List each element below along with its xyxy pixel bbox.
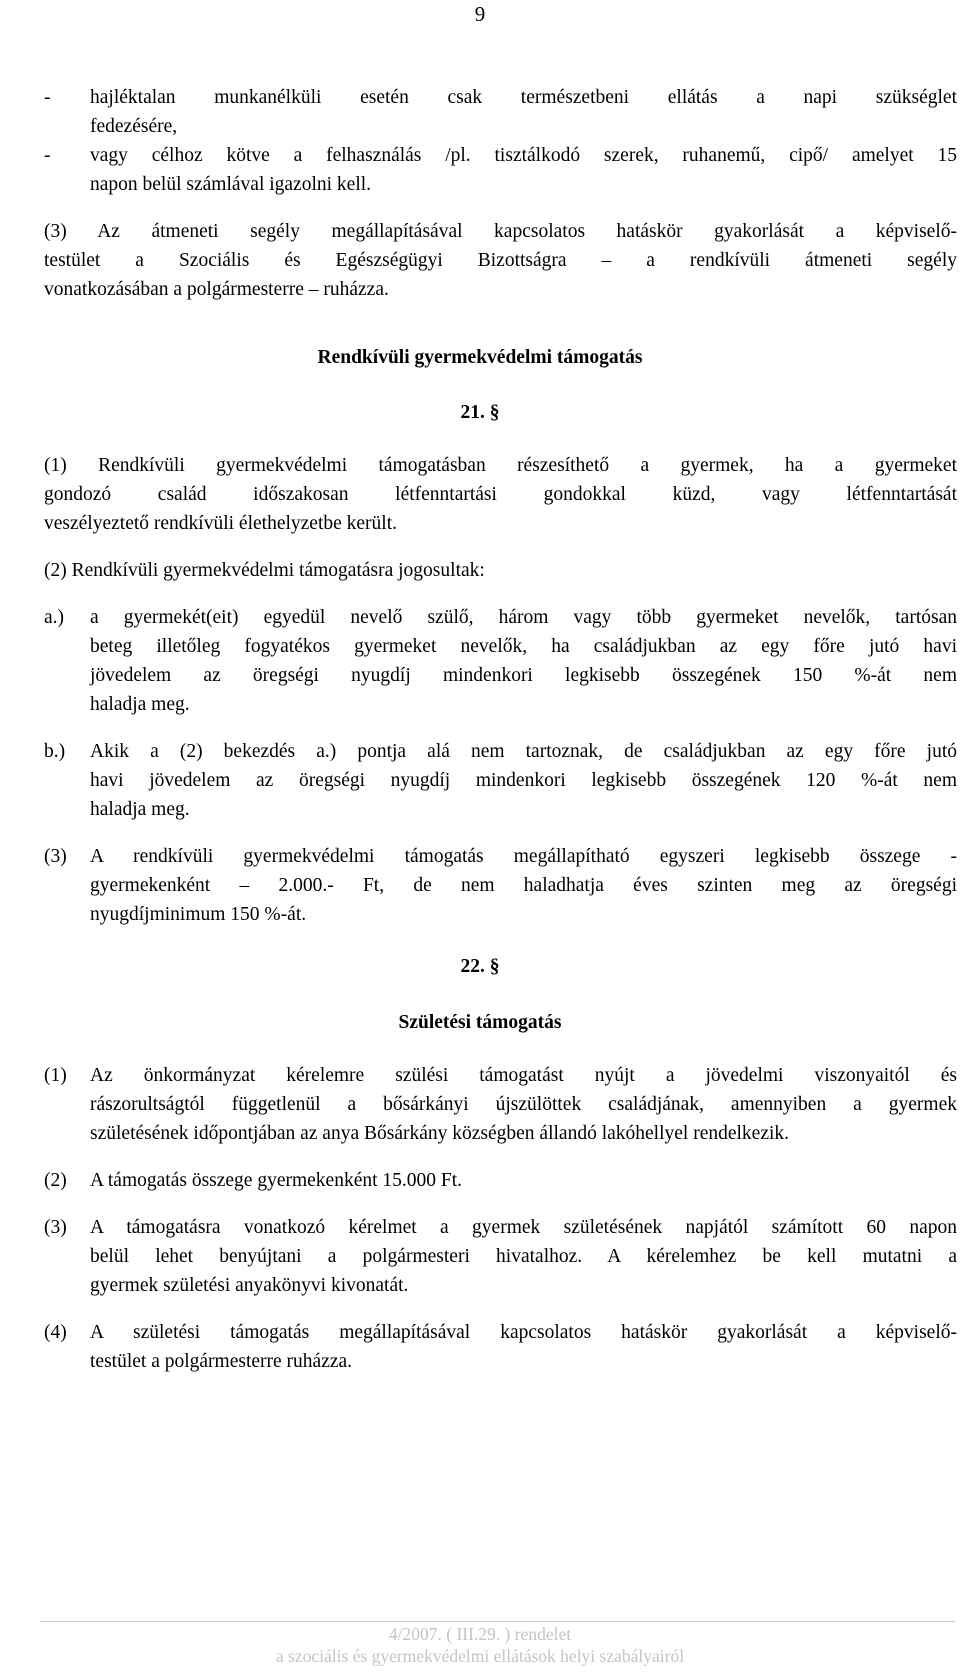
item-label: (4) (44, 1322, 67, 1343)
paragraph-line: jövedelem az öregségi nyugdíj mindenkori legkisebb összegének 150 %-át nem (90, 665, 957, 686)
list-item-line: hajléktalan munkanélküli esetén csak természetbeni ellátás a napi szükséglet (90, 87, 957, 108)
paragraph-line: rászorultságtól függetlenül a bősárkányi újszülöttek családjának, amennyiben a gyermek (90, 1094, 957, 1115)
section-number: 21. § (460, 402, 500, 423)
paragraph-line: testület a Szociális és Egészségügyi Bizottságra – a rendkívüli átmeneti segély (44, 250, 957, 271)
section-heading: Születési támogatás (398, 1012, 562, 1033)
paragraph-line: Akik a (2) bekezdés a.) pontja alá nem tartoznak, de családjukban az egy főre jutó (90, 741, 957, 762)
footer-line: a szociális és gyermekvédelmi ellátások helyi szabályairól (275, 1646, 685, 1666)
paragraph-line: vonatkozásában a polgármesterre – ruházza. (44, 279, 389, 300)
item-label: (1) (44, 1065, 67, 1086)
item-label: a.) (44, 607, 65, 628)
list-item-line: napon belül számlával igazolni kell. (90, 174, 372, 195)
paragraph-line: testület a polgármesterre ruházza. (90, 1351, 353, 1372)
paragraph-line: veszélyeztető rendkívüli élethelyzetbe került. (44, 513, 398, 534)
paragraph-line: (3) Az átmeneti segély megállapításával kapcsolatos hatáskör gyakorlását a képviselő- (44, 221, 957, 242)
footer-line: 4/2007. ( III.29. ) rendelet (388, 1624, 572, 1644)
page-number: 9 (474, 2, 486, 26)
section-heading: Rendkívüli gyermekvédelmi támogatás (317, 347, 643, 368)
paragraph-line: nyugdíjminimum 150 %-át. (90, 904, 307, 925)
paragraph-line: havi jövedelem az öregségi nyugdíj mindenkori legkisebb összegének 120 %-át nem (90, 770, 957, 791)
paragraph-line: (1) Rendkívüli gyermekvédelmi támogatásban részesíthető a gyermek, ha a gyermeket (44, 455, 957, 476)
list-item-line: fedezésére, (90, 116, 178, 137)
paragraph-line: gyermekenként – 2.000.- Ft, de nem haladhatja éves szinten meg az öregségi (90, 875, 957, 896)
item-label: (3) (44, 1217, 67, 1238)
list-item-line: vagy célhoz kötve a felhasználás /pl. tisztálkodó szerek, ruhanemű, cipő/ amelyet 15 (90, 145, 957, 166)
item-label: (3) (44, 846, 67, 867)
section-number: 22. § (460, 956, 500, 977)
item-label: (2) (44, 1170, 67, 1191)
paragraph-line: gondozó család időszakosan létfenntartási gondokkal küzd, vagy létfenntartását (44, 484, 957, 505)
paragraph-line: haladja meg. (90, 694, 190, 715)
list-dash: - (44, 145, 51, 166)
paragraph-line: Az önkormányzat kérelemre szülési támogatást nyújt a jövedelmi viszonyaitól és (90, 1065, 957, 1086)
paragraph-line: születésének időpontjában az anya Bősárkány községben állandó lakóhellyel rendelkezik. (90, 1123, 790, 1144)
item-label: b.) (44, 741, 66, 762)
paragraph-line: belül lehet benyújtani a polgármesteri hivatalhoz. A kérelemhez be kell mutatni a (90, 1246, 957, 1267)
paragraph-line: A támogatásra vonatkozó kérelmet a gyermek születésének napjától számított 60 napon (90, 1217, 957, 1238)
paragraph-line: (2) Rendkívüli gyermekvédelmi támogatásra jogosultak: (44, 560, 485, 581)
paragraph-line: beteg illetőleg fogyatékos gyermeket nevelők, ha családjukban az egy főre jutó havi (90, 636, 957, 657)
paragraph-line: gyermek születési anyakönyvi kivonatát. (90, 1275, 409, 1296)
paragraph-line: A támogatás összege gyermekenként 15.000 Ft. (90, 1170, 463, 1191)
paragraph-line: a gyermekét(eit) egyedül nevelő szülő, három vagy több gyermeket nevelők, tartósan (90, 607, 957, 628)
list-dash: - (44, 87, 51, 108)
paragraph-line: A rendkívüli gyermekvédelmi támogatás megállapítható egyszeri legkisebb összege - (90, 846, 957, 867)
paragraph-line: haladja meg. (90, 799, 190, 820)
footer-divider (40, 1621, 955, 1622)
paragraph-line: A születési támogatás megállapításával kapcsolatos hatáskör gyakorlását a képviselő- (90, 1322, 957, 1343)
